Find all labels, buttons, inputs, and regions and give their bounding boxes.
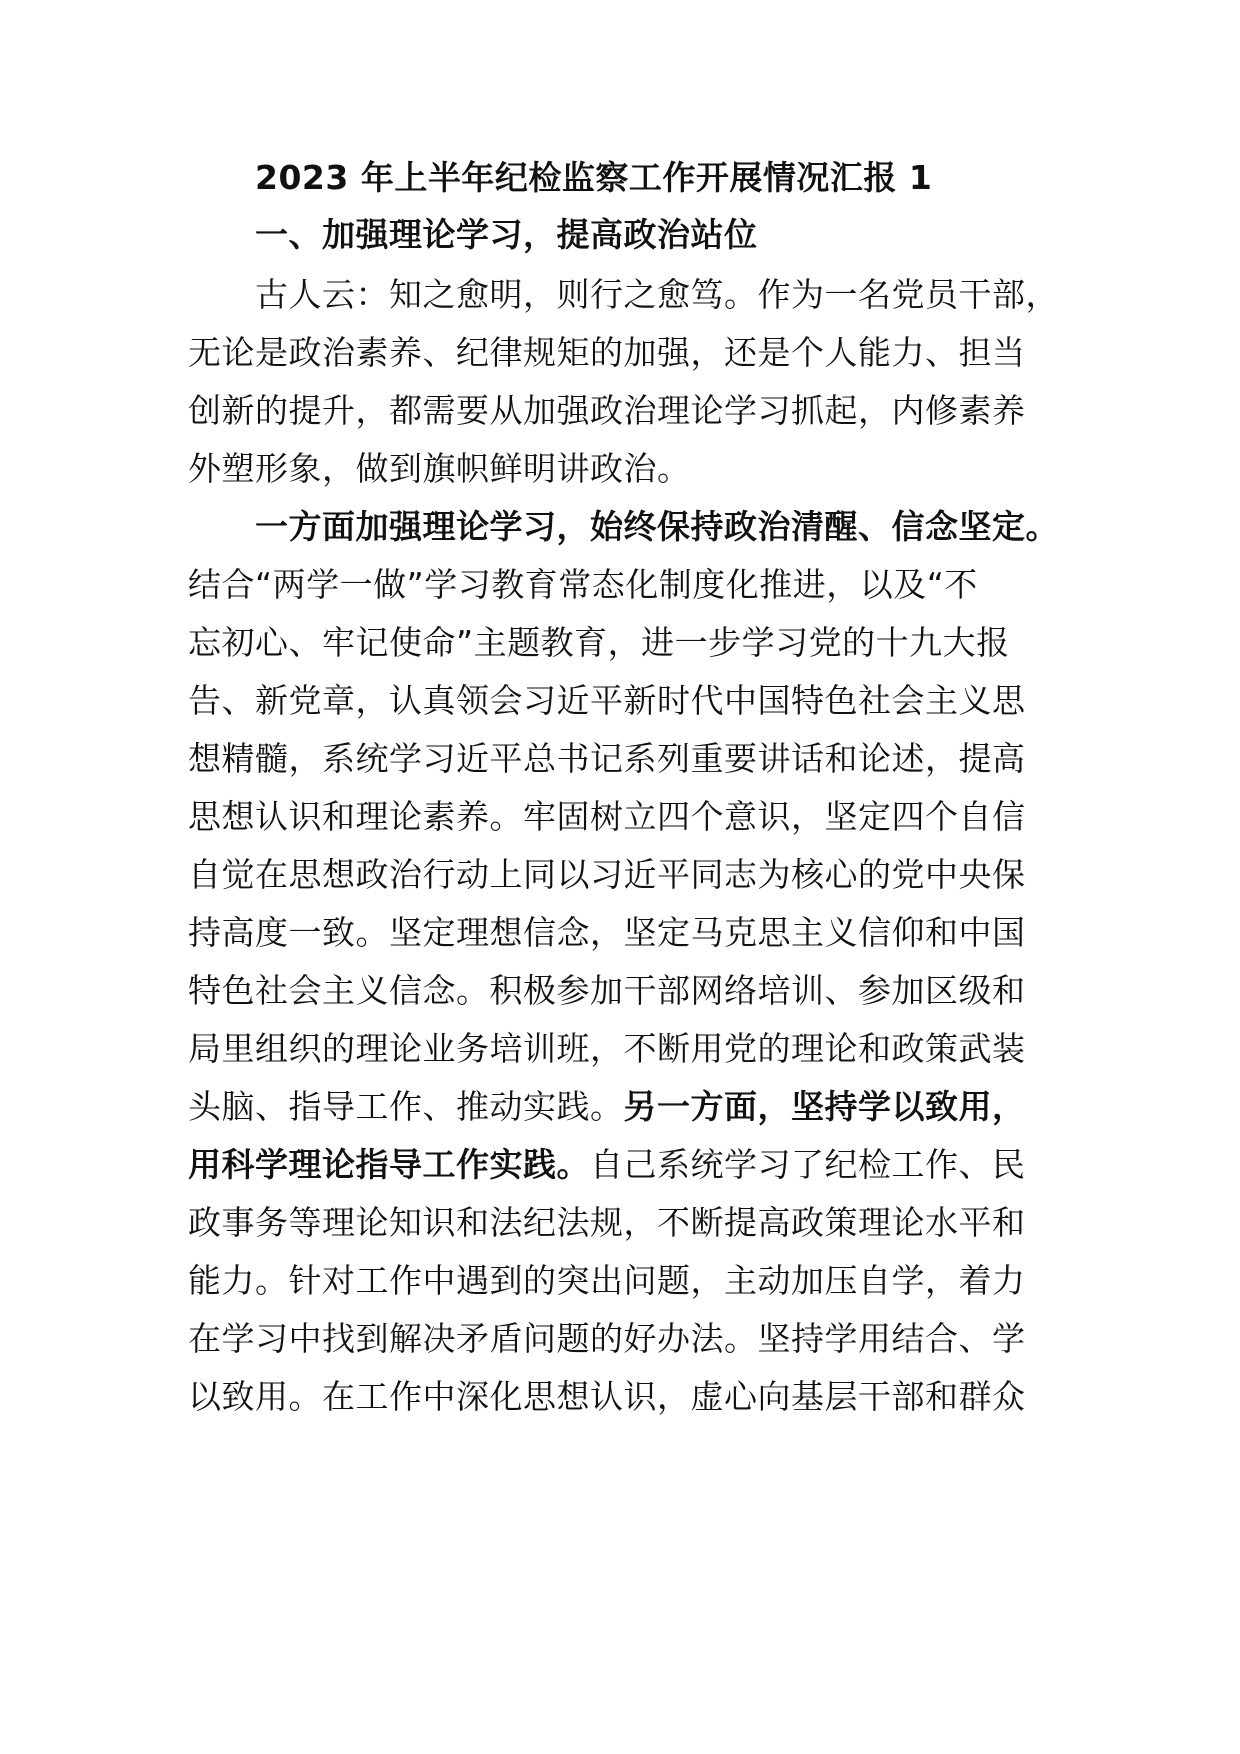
paragraph-line: 告、新党章，认真领会习近平新时代中国特色社会主义思 — [188, 681, 1026, 720]
paragraph-line: 结合“两学一做”学习教育常态化制度化推进，以及“不 — [188, 565, 978, 604]
paragraph-text: 头脑、指导工作、推动实践。 — [188, 1087, 624, 1126]
paragraph-line: 自觉在思想政治行动上同以习近平同志为核心的党中央保 — [188, 855, 1026, 894]
paragraph-line: 以致用。在工作中深化思想认识，虚心向基层干部和群众 — [188, 1377, 1026, 1416]
paragraph-line: 外塑形象，做到旗帜鲜明讲政治。 — [188, 449, 691, 488]
section-heading: 一、加强理论学习，提高政治站位 — [255, 215, 758, 254]
paragraph-line-mixed — [188, 1145, 1026, 1185]
paragraph-line: 创新的提升，都需要从加强政治理论学习抓起，内修素养 — [188, 391, 1026, 430]
paragraph-text-bold: 另一方面，坚持学以致用， — [623, 1087, 1026, 1126]
paragraph-text: 自己系统学习了纪检工作、民 — [590, 1145, 1026, 1184]
paragraph-line: 持高度一致。坚定理想信念，坚定马克思主义信仰和中国 — [188, 913, 1026, 952]
paragraph-line: 特色社会主义信念。积极参加干部网络培训、参加区级和 — [188, 971, 1026, 1010]
paragraph-line: 无论是政治素养、纪律规矩的加强，还是个人能力、担当 — [188, 333, 1026, 372]
paragraph-line: 忘初心、牢记使命”主题教育，进一步学习党的十九大报 — [188, 623, 1010, 662]
paragraph-line: 能力。针对工作中遇到的突出问题，主动加压自学，着力 — [188, 1261, 1026, 1300]
paragraph-line: 古人云：知之愈明，则行之愈笃。作为一名党员干部， — [255, 275, 1059, 314]
paragraph-line: 思想认识和理论素养。牢固树立四个意识，坚定四个自信 — [188, 797, 1026, 836]
paragraph-line: 想精髓，系统学习近平总书记系列重要讲话和论述，提高 — [188, 739, 1026, 778]
document-title: 2023 年上半年纪检监察工作开展情况汇报 1 — [255, 158, 933, 197]
paragraph-line: 在学习中找到解决矛盾问题的好办法。坚持学用结合、学 — [188, 1319, 1026, 1358]
paragraph-line-bold: 一方面加强理论学习，始终保持政治清醒、信念坚定。 — [255, 507, 1059, 546]
paragraph-line: 政事务等理论知识和法纪法规，不断提高政策理论水平和 — [188, 1203, 1026, 1242]
paragraph-line: 局里组织的理论业务培训班，不断用党的理论和政策武装 — [188, 1029, 1026, 1068]
paragraph-text-bold: 用科学理论指导工作实践。 — [188, 1145, 590, 1184]
paragraph-line-mixed — [188, 1087, 1026, 1127]
